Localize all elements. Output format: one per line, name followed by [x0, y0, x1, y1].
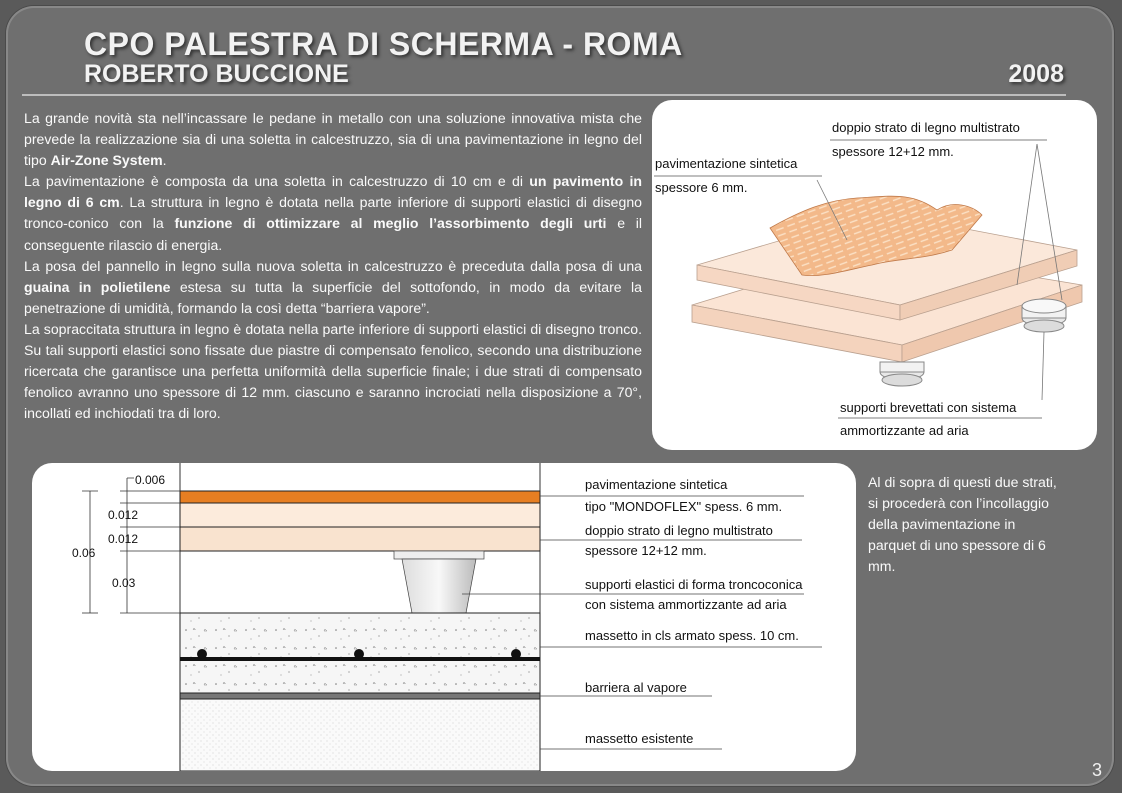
- svg-text:con sistema ammortizzante ad a: con sistema ammortizzante ad aria: [585, 597, 787, 612]
- section-existing-screed: [180, 699, 540, 771]
- air-support-left: [880, 362, 924, 386]
- dim-plywood-2: 0.012: [108, 532, 139, 546]
- section-vapour-barrier: [180, 693, 540, 699]
- paragraph-2: La pavimentazione è composta da una soletta in calcestruzzo di 10 cm e di un pavimento in legno di 6 cm. La struttura in legno è dotata nella parte inferiore di supporti elastici di disegno tronco-conico con la funzione di ottimizzare al meglio l’assorbimento degli urti e il conseguente rilascio di energia.: [24, 173, 643, 253]
- section-plywood-1: [180, 503, 540, 527]
- dim-support: 0.03: [112, 576, 136, 590]
- svg-text:tipo "MONDOFLEX" spess. 6 mm.: tipo "MONDOFLEX" spess. 6 mm.: [585, 499, 783, 514]
- page-title: CPO PALESTRA DI SCHERMA - ROMA: [84, 26, 683, 62]
- author-name: ROBERTO BUCCIONE: [84, 60, 349, 88]
- isometric-drawing: [652, 100, 1097, 450]
- svg-text:doppio strato di legno multist: doppio strato di legno multistrato: [832, 120, 1020, 135]
- page-number: 3: [1092, 760, 1103, 780]
- header-divider: [22, 94, 1066, 96]
- svg-text:ammortizzante ad aria: ammortizzante ad aria: [840, 423, 969, 438]
- dim-total: 0.06: [72, 546, 96, 560]
- section-drawing: [32, 463, 856, 771]
- svg-text:pavimentazione sintetica: pavimentazione sintetica: [585, 477, 728, 492]
- svg-text:spessore 12+12 mm.: spessore 12+12 mm.: [585, 543, 707, 558]
- section-cone-support: [394, 551, 484, 613]
- svg-text:massetto esistente: massetto esistente: [585, 731, 694, 746]
- svg-text:supporti elastici di forma tro: supporti elastici di forma troncoconica: [585, 577, 803, 592]
- isometric-svg: [652, 100, 1097, 450]
- svg-text:barriera al vapore: barriera al vapore: [585, 680, 687, 695]
- paragraph-4: La sopraccitata struttura in legno è dotata nella parte inferiore di supporti elastici di disegno tronco. Su tali supporti elastici sono fissate due piastre di compensato fenolico, secondo una distribuzione ricercata che garantisce una perfetta uniformità della superficie finale; i due strati di compensato fenolico avranno uno spessore di 12 mm. ciascuno e saranno incrociati nella disposizione a 70°, incollati ed inchiodati tra di loro.: [24, 320, 642, 422]
- svg-text:spessore 12+12 mm.: spessore 12+12 mm.: [832, 144, 954, 159]
- section-synthetic-layer: [180, 491, 540, 503]
- svg-text:pavimentazione sintetica: pavimentazione sintetica: [655, 156, 798, 171]
- svg-text:doppio strato di legno multist: doppio strato di legno multistrato: [585, 523, 773, 538]
- section-svg: [32, 463, 856, 771]
- svg-text:massetto in cls armato spess.: massetto in cls armato spess. 10 cm.: [585, 628, 799, 643]
- description-text: [24, 108, 642, 424]
- side-note: Al di sopra di questi due strati, si procederà con l’incollaggio della pavimentazione in parquet di uno spessore di 6 mm.: [868, 474, 1057, 574]
- paragraph-1: La grande novità sta nell’incassare le pedane in metallo con una soluzione innovativa mista che prevede la realizzazione sia di una soletta in calcestruzzo, sia di una pavimentazione in legno del tipo Air-Zone System.: [24, 110, 642, 169]
- air-support-right: [1022, 299, 1066, 332]
- section-plywood-2: [180, 527, 540, 551]
- dim-plywood-1: 0.012: [108, 508, 139, 522]
- paragraph-3: La posa del pannello in legno sulla nuova soletta in calcestruzzo è preceduta dalla posa di una guaina in polietilene estesa su tutta la superficie del sottofondo, in modo da evitare la penetrazione di umidità, formando la così detta “barriera vapore”.: [24, 257, 642, 316]
- svg-text:supporti brevettati con sistem: supporti brevettati con sistema: [840, 400, 1017, 415]
- dim-synthetic: 0.006: [135, 473, 166, 487]
- svg-text:spessore 6 mm.: spessore 6 mm.: [655, 180, 748, 195]
- project-year: 2008: [1008, 60, 1064, 88]
